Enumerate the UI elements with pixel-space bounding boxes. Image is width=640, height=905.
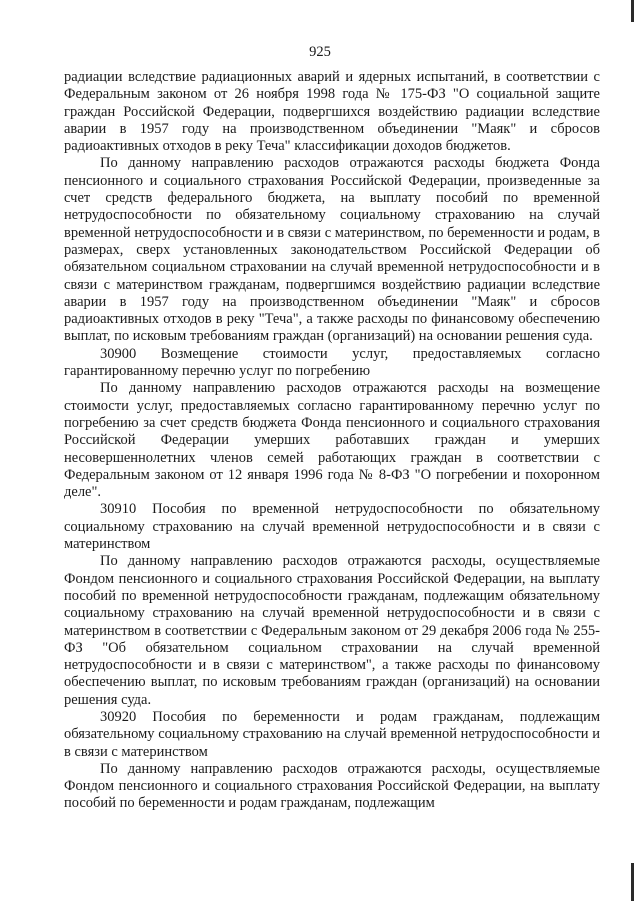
scan-edge-mark — [631, 0, 634, 22]
scan-edge-mark — [631, 863, 634, 901]
document-body — [64, 69, 600, 813]
section-heading: 30910 Пособия по временной нетрудоспособности по обязательному социальному страхованию на случай временной нетрудоспособности и в связи с материнством — [64, 501, 600, 553]
paragraph: По данному направлению расходов отражаются расходы, осуществляемые Фондом пенсионного и социального страхования Российской Федерации, на выплату пособий по беременности и родам гражданам, подлежащим — [64, 760, 600, 812]
page-number: 925 — [309, 44, 331, 60]
paragraph: По данному направлению расходов отражаются расходы бюджета Фонда пенсионного и социального страхования Российской Федерации, произведенные за счет средств федерального бюджета, на выплату пособий по временной нетрудоспособности по обязательному социальному страхованию на случай временной нетрудоспособности и в связи с материнством, по беременности и родам, в размерах, сверх установленных законодательством Российской Федерации об обязательном социальном страховании на случай временной нетрудоспособности и в связи с материнством гражданам, подвергшимся воздействию радиации вследствие аварии в 1957 году на производственном объединении "Маяк" и сбросов радиоактивных отходов в реку "Теча", а также расходы по финансовому обеспечению выплат, по исковым требованиям граждан (организаций) на основании решения суда. — [64, 155, 600, 345]
paragraph: По данному направлению расходов отражаются расходы на возмещение стоимости услуг, предоставляемых согласно гарантированному перечню услуг по погребению за счет средств бюджета Фонда пенсионного и социального страхования Российской Федерации умерших работавших граждан и умерших несовершеннолетних членов семей работающих граждан в соответствии с Федеральным законом от 12 января 1996 года № 8-ФЗ "О погребении и похоронном деле". — [64, 380, 600, 501]
paragraph: радиации вследствие радиационных аварий и ядерных испытаний, в соответствии с Федеральным законом от 26 ноября 1998 года № 175-ФЗ "О социальной защите граждан Российской Федерации, подвергшихся воздействию радиации вследствие аварии в 1957 году на производственном объединении "Маяк" и сбросов радиоактивных отходов в реку Теча" классификации доходов бюджетов. — [64, 69, 600, 155]
section-heading: 30900 Возмещение стоимости услуг, предоставляемых согласно гарантированному перечню услуг по погребению — [64, 345, 600, 380]
section-heading: 30920 Пособия по беременности и родам гражданам, подлежащим обязательному социальному страхованию на случай временной нетрудоспособности и в связи с материнством — [64, 708, 600, 760]
paragraph: По данному направлению расходов отражаются расходы, осуществляемые Фондом пенсионного и социального страхования Российской Федерации, на выплату пособий по временной нетрудоспособности гражданам, подлежащим обязательному социальному страхованию на случай временной нетрудоспособности и в связи с материнством в соответствии с Федеральным законом от 29 декабря 2006 года № 255-ФЗ "Об обязательном социальном страховании на случай временной нетрудоспособности и в связи с материнством", а также расходы по финансовому обеспечению выплат, по исковым требованиям граждан (организаций) на основании решения суда. — [64, 553, 600, 708]
